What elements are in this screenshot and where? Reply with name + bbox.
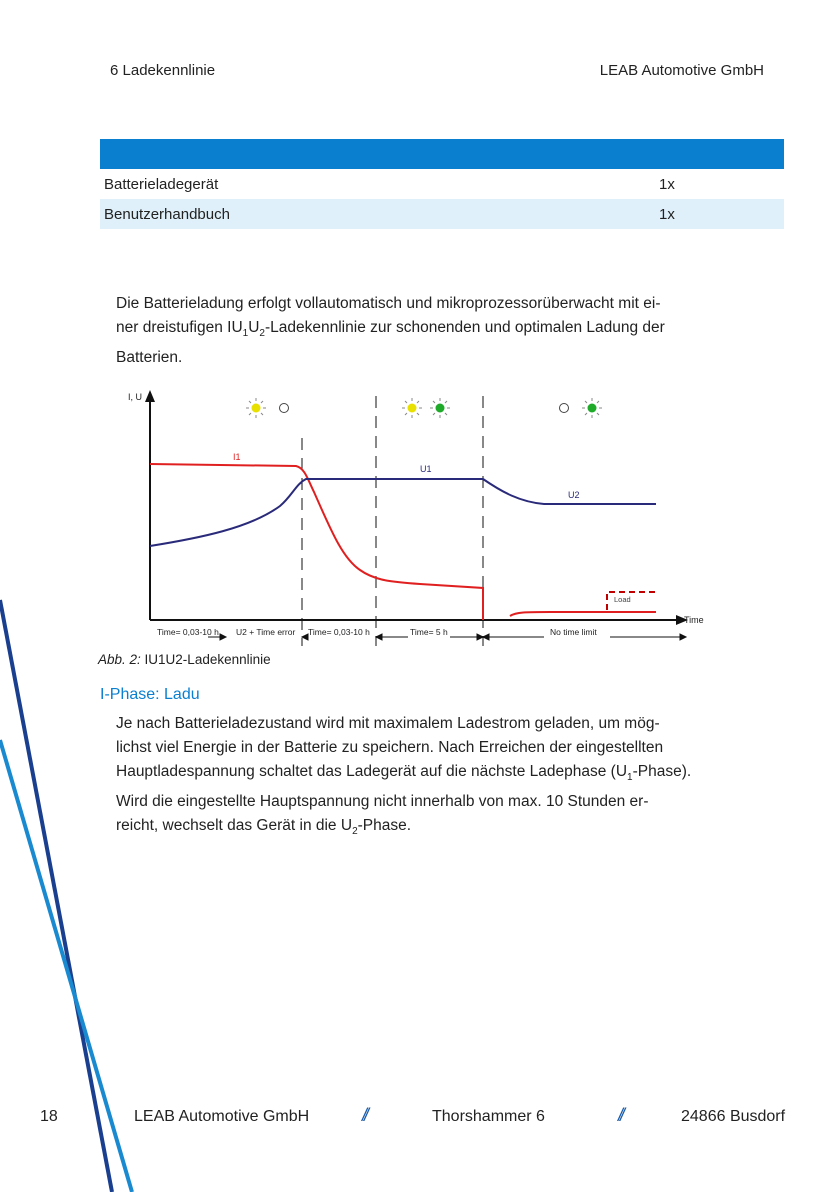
intro-line: ner dreistufigen $IU_1U_2$-Ladekennlinie zur schonenden und optimalen Ladung der (116, 319, 665, 340)
table-cell-item: Batterieladegerät (104, 175, 219, 193)
section-line: Je nach Batterieladezustand wird mit maximalem Ladestrom geladen, um mög- (116, 715, 660, 732)
phase-label: U2 + Time error (236, 627, 296, 637)
series-label-i1: I1 (233, 452, 241, 462)
current-curve-final (510, 612, 656, 616)
phase-label: Time= 0,03-10 h (157, 627, 219, 637)
current-curve (150, 464, 483, 620)
series-label-u2: U2 (568, 490, 580, 500)
header-company: LEAB Automotive GmbH (599, 62, 764, 79)
y-axis-arrow (145, 390, 155, 402)
table-cell-qty: 1x (659, 205, 675, 223)
voltage-curve (150, 479, 656, 546)
led-off-icon (560, 404, 569, 413)
section-line: Hauptladespannung schaltet das Ladegerät auf die nächste Ladephase $(U_1-Phase)$. (116, 763, 692, 784)
table-cell-qty: 1x (659, 175, 675, 193)
series-label-u1: U1 (420, 464, 432, 474)
load-label: Load (614, 595, 631, 604)
section-line: Wird die eingestellte Hauptspannung nicht innerhalb von max. 10 Stunden er- (116, 793, 649, 811)
x-axis-label: Time (684, 615, 704, 625)
intro-line: Batterien. (116, 349, 183, 367)
led-green-icon (582, 398, 602, 418)
footer-street: Thorshammer 6 (432, 1108, 545, 1125)
phase-label: No time limit (550, 627, 597, 637)
intro-line: Die Batterieladung erfolgt vollautomatisch und mikroprozessorüberwacht mit ei- (116, 295, 661, 312)
section-title: I-Phase: Ladu (100, 686, 200, 703)
footer-city: 24866 Busdorf (681, 1108, 786, 1125)
led-green-icon (430, 398, 450, 418)
section-line: reicht, wechselt das Gerät in die $U_2$-Phase. (116, 817, 412, 838)
charging-curve-chart (120, 388, 720, 648)
table-row (100, 169, 784, 199)
led-yellow-icon (402, 398, 422, 418)
section-line: lichst viel Energie in der Batterie zu speichern. Nach Erreichen der eingestellten (116, 739, 664, 756)
header-chapter: 6 Ladekennlinie (110, 62, 216, 79)
table-cell-item: Benutzerhandbuch (104, 205, 230, 223)
phase-label: Time= 5 h (410, 627, 448, 637)
footer-separator: // (618, 1105, 623, 1125)
table-row (100, 199, 784, 229)
scope-of-delivery-table (100, 139, 784, 229)
phase-label: Time= 0,03-10 h (308, 627, 370, 637)
table-header (100, 139, 784, 169)
intro-paragraph (116, 292, 796, 370)
footer-company: LEAB Automotive GmbH (134, 1108, 310, 1125)
figure-caption: Abb. 2: IU1U2-Ladekennlinie (98, 652, 271, 667)
section-paragraph (116, 712, 796, 844)
page-number: 18 (40, 1108, 58, 1125)
footer-separator: // (362, 1105, 367, 1125)
led-off-icon (280, 404, 289, 413)
led-yellow-icon (246, 398, 266, 418)
y-axis-label: I, U (128, 392, 143, 402)
